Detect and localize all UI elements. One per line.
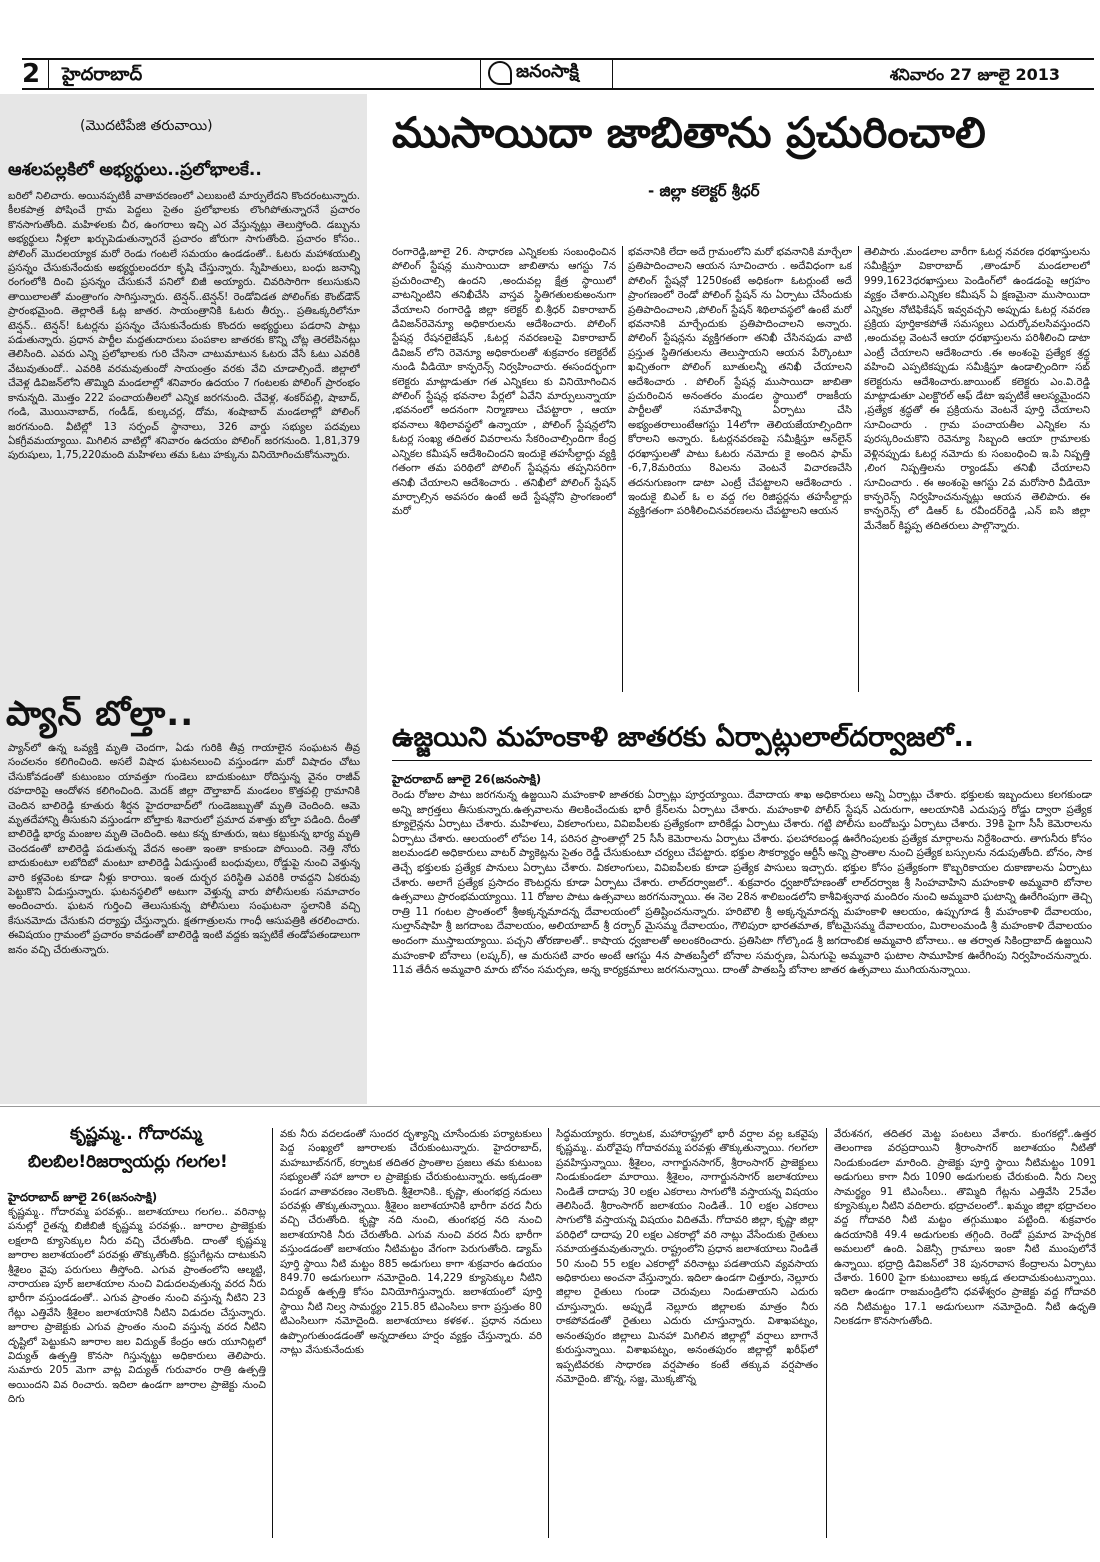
edition-city: హైదరాబాద్ [62,64,143,85]
article-column: కృష్ణమ్మ.. గోదారమ్మ పరవళ్లు.. జలాశయాలు గలగల.. వరినాట్ల పనుల్లో రైతన్న బిజీబిజీ కృష్ణమ్మ పరవళ్లు.. జూరాల ప్రాజెక్టుకు లక్షలాది క్యూసెక్కుల నీరు వచ్చి చేరుతోంది. దాంతో కృష్ణమ్మ జూరాల జలాశయంలో పరవళ్లు తొక్కుతోంది. క్రస్టుగేట్లను దాటుకుని శ్రీశైలం వైపు పరుగులు తీస్తోంది. ఎగువ ప్రాంతంలోని ఆల్మట్టి, నారాయణ పూర్ జలాశయాల నుంచి విడుదలవుతున్న వరద నీరు భారీగా వస్తుండడంతో.. ఎగువ ప్రాంతం నుంచి వస్తున్న నీటిని 23 గేట్లు ఎత్తివేసి శ్రీశైలం జలాశయానికి నీటిని విడుదల చేస్తున్నారు. జూరాల ప్రాజెక్టుకు ఎగువ ప్రాంతం నుంచి వస్తున్న వరద నీటిని దృష్టిలో పెట్టుకుని జూరాల జల విద్యుత్ కేంద్రం ఆరు యూనిట్లలో విద్యుత్ ఉత్పత్తి కొనసా గిస్తున్నట్టు అధికారులు తెలిపారు. సుమారు 205 మెగా వాట్ల విద్యుత్ గురువారం రాత్రి ఉత్పత్తి అయిందని వివ రించారు. ఇదిలా ఉండగా జూరాల ప్రాజెక్టు నుంచి దిగు [8,1207,266,1406]
headline-rule [392,760,1092,761]
article-column: భవనానికి లేదా అదే గ్రామంలోని మరో భవనానికి మార్చేలా ప్రతిపాదించాలని ఆయన సూచించారు . అదేవిధంగా ఒక పోలింగ్ స్టేషన్లో 1250కంటే అధికంగా ఓటర్లుంటే అదే ప్రాంగణంలో రెండో పోలింగ్ స్టేషన్ ను ఏర్పాటు చేసేందుకు ప్రతిపాదించాలని ,పోలింగ్ స్టేషన్ శిథిలావస్థలో ఉంటే మరో భవనానికి మార్చేందుకు ప్రతిపాదించాలని అన్నారు. పోలింగ్ స్టేషన్లను వ్యక్తిగతంగా తనిఖీ చేసినపుడు వాటి ప్రస్తుత స్థితిగతులను తెలుస్తాయని ఆయన పేర్కొంటూ ఖచ్చితంగా పోలింగ్ బూతులన్నీ తనిఖీ చేయాలని ఆదేశించారు . పోలింగ్ స్టేషన్ల ముసాయిదా జాబితా ప్రచురించిన అనంతరం మండల స్థాయిలో రాజకీయ పార్టీలతో సమావేశాన్ని ఏర్పాటు చేసి అభ్యంతరాలుంటేఆగస్టు 14లోగా తెలియజేయాల్సిందిగా కోరాలని అన్నారు. ఓటర్లనవరణపై సమీక్షిస్తూ ఆన్‌లైన్ ధరఖాస్తులతో పాటు ఓటరు నమోదు కై అందిన ఫామ్ -6,7,8మరియు 8ఎలను వెంటనే విచారణచేసి తదనుగుణంగా డాటా ఎంట్రీ చేపట్టాలని ఆదేశించారు . ఇందుకై బిఎల్ ఓ ల వద్ద గల రిజిస్టర్లను తహసీల్దార్లు వ్యక్తిగతంగా పరిశీలించినవరణలను చేపట్టాలని ఆయన [628,247,852,518]
article-column: వేరుశనగ, తదితర మెట్ట పంటలు వేశారు. కుంగకల్లో..ఉత్తర తెలంగాణ వరప్రదాయిని శ్రీరాంసాగర్ జలాశయం నీటితో నిండుకుండలా మారింది. ప్రాజెక్టు పూర్తి స్థాయి నీటిమట్టం 1091 అడుగులు కాగా నీరు 1090 అడుగులకు చేరుకుంది. నీరు నిల్వ సామర్థ్యం 91 టిఎంసీలు.. తొమ్మిది గేట్లను ఎత్తివేసి 25వేల క్యూసెక్కుల నీటిని వదిలారు. భద్రాచలంలో.. ఖమ్మం జిల్లా భద్రాచలం వద్ద గోదావరి నీటి మట్టం తగ్గుముఖం పట్టింది. శుక్రవారం ఉదయానికి 49.4 అడుగులకు తగ్గింది. రెండో ప్రమాద హెచ్చరిక అమలులో ఉంది. ఏజెన్సీ గ్రామాలు ఇంకా నీటి ముంపులోనే ఉన్నాయి. భద్రాద్రి డివిజన్‌లో 38 పునరావాస కేంద్రాలను ఏర్పాటు చేశారు. 1600 పైగా కుటుంబాలు అక్కడ తలదాచుకుంటున్నాయి. ఇదిలా ఉండగా రాజమండ్రిలోని ధవళేశ్వరం ప్రాజెక్టు వద్ద గోదావరి నది నీటిమట్టం 17.1 అడుగులుగా నమోదైంది. నీటి ఉధృతి నిలకడగా కొనసాగుతోంది. [834,1129,1096,1328]
dateline: హైదరాబాద్ జూలై 26(జనంసాక్షి) [8,1190,158,1204]
article-column: తెలిపారు .మండలాల వారీగా ఓటర్ల నవరణ ధరఖాస్తులను సమీక్షిస్తూ వికారాబాద్ ,తాండూర్ మండలాలలో 999,1623ధరఖాస్తులు పెండింగ్‌లో ఉండడంపై ఆగ్రహం వ్యక్తం చేశారు.ఎన్నికల కమీషన్ ఏ క్షణమైనా ముసాయిదా ఎన్నికల నోటిఫికేషన్ ఇవ్వవచ్చని అప్పుడు ఓటర్ల నవరణ ప్రక్రియ పూర్తికాకపోతే సమస్యలు ఎదుర్కోవలసివస్తుందని ,అందువల్ల వెంటనే ఆయా ధరఖాస్తులను పరిశీలించి డాటా ఎంట్రీ చేయాలని ఆదేశించారు .ఈ అంశంపై ప్రత్యేక శ్రద్ధ వహించి ఎప్పటికప్పుడు సమీక్షిస్తూ ఉండాల్సిందిగా సబ్ కలెక్టరును ఆదేశించారు.జాయింట్ కలెక్టరు ఎం.వి.రెడ్డి మాట్లాడుతూ ఎలక్టొరల్ ఆఫ్ డేటా ఇప్పటికే ఆలస్యమైందని ,ప్రత్యేక శ్రద్ధతో ఈ ప్రక్రియను వెంటనే పూర్తి చేయాలని సూచించారు . గ్రామ పంచాయతీల ఎన్నికల ను పురస్కరించుకొని రెవెన్యూ సిబ్బంది ఆయా గ్రామాలకు వెళ్లినప్పుడు ఓటర్ల నమోదు కు సంబంధించి ఇ.పి నిష్పత్తి ,లింగ నిష్పత్తిలను ర్యాండమ్ తనిఖీ చేయాలని సూచించారు . ఈ అంశంపై ఆగస్టు 2వ మరోసారి వీడియో కాన్ఫరెన్స్ నిర్వహించనున్నట్లు ఆయన తెలిపారు. ఈ కాన్ఫరెన్స్ లో డిఆర్ ఓ రవీందర్‌రెడ్డి ,ఎన్ ఐసి జిల్లా మేనేజర్ కిష్టప్ప తదితరులు పాల్గొన్నారు. [864,247,1090,532]
page-number: 2 [22,59,41,89]
article-headline: కృష్ణమ్మ.. గోదారమ్మ [70,1124,202,1144]
byline: - జిల్లా కలెక్టర్ శ్రీధర్ [648,182,760,200]
dateline: హైదరాబాద్ జూలై 26(జనంసాక్షి) [392,772,542,786]
column-rule [622,246,623,692]
crest-icon [488,61,512,85]
masthead-divider [480,60,481,88]
article-headline: ఉజ్జయిని మహంకాళి జాతరకు ఏర్పాట్లులాల్‌దర్వాజలో.. [392,722,974,753]
article-column: వకు నీరు వదలడంతో సుందర దృశ్యాన్ని చూసేందుకు పర్యాటకులు పెద్ద సంఖ్యలో జూరాలకు చేరుకుంటున్నారు. హైదరాబాద్, మహబూబ్‌నగర్, కర్నాటక తదితర ప్రాంతాల ప్రజలు తమ కుటుంబ సభ్యులతో సహా జూరా ల ప్రాజెక్టుకు చేరుకుంటున్నారు. అక్కడంతా పండగ వాతావరణం నెలకొంది. శ్రీశైలానికి.. కృష్ణా, తుంగభద్ర నదులు పరవళ్లు తొక్కుతున్నాయి. శ్రీశైలం జలాశయానికి భారీగా వరద నీరు వచ్చి చేరుతోంది. కృష్ణా నది నుంచి, తుంగభద్ర నది నుంచి జలాశయానికి నీరు చేరుతోంది. ఎగువ నుంచి వరద నీరు భారీగా వస్తుండడంతో జలాశయం నీటిమట్టం వేగంగా పెరుగుతోంది. డ్యామ్ పూర్తి స్థాయి నీటి మట్టం 885 అడుగులు కాగా శుక్రవారం ఉదయం 849.70 అడుగులుగా నమోదైంది. 14,229 క్యూసెక్కుల నీటిని విద్యుత్ ఉత్పత్తి కోసం వినియోగిస్తున్నారు. జలాశయంలో పూర్తి స్థాయి నీటి నిల్వ సామర్థ్యం 215.85 టిఎంసిలు కాగా ప్రస్తుతం 80 టిఎంసిలుగా నమోదైంది. జలాశయాలు కళకళ.. ప్రధాన నదులు ఉప్పొంగుతుండడంతో అన్నదాతలు హర్షం వ్యక్తం చేస్తున్నారు. వరి నాట్లు వేసుకునేందుకు [280,1129,542,1357]
article-column: రంగారెడ్డి,జూలై 26. సాధారణ ఎన్నికలకు సంబంధించిన పోలింగ్ స్టేషన్ల ముసాయిదా జాబితాను ఆగస్టు 7న ప్రచురించాల్సి ఉందని ,అందువల్ల క్షేత్ర స్థాయిలో వాటన్నింటిని తనిఖీచేసి వాస్తవ స్థితిగతులకుఅంనుగా వేయాలని రంగారెడ్డి జిల్లా కలెక్టర్ బి.శ్రీధర్ వికారాబాద్ డివిజన్‌రెవెన్యూ అధికారులను ఆదేశించారు. పోలింగ్ స్టేషన్ల రేషనలైజేషన్ ,ఓటర్ల నవరణలపై వికారాబాద్ డివిజన్ లోని రెవెన్యూ అధికారులతో శుక్రవారం కలెక్టరేట్ నుండి వీడియో కాన్ఫరెన్స్ నిర్వహించారు. ఈసందర్భంగా కలెక్టరు మాట్లాడుతూ గత ఎన్నికలు కు వినియోగించిన పోలింగ్ స్టేషన్ల భవనాల పేర్లలో ఏవేని మార్పులున్నాయా ,భవనంలో అదనంగా నిర్మాణాలు చేపట్టారా , ఆయా భవనాలు శిథిలావస్థలో ఉన్నాయా , పోలింగ్ స్టేషన్లలోని ఓటర్ల సంఖ్య తదితర వివరాలను సేకరించాల్సిందిగా కేంద్ర ఎన్నికల కమీషన్ ఆదేశించిందని ఇందుకై తహసీల్దార్లు వ్యక్తి గతంగా తమ పరిథిలో పోలింగ్ స్టేషన్లను తప్పనిసరిగా తనిఖీ చేయాలని ఆదేశించారు . తనిఖీలో పోలింగ్ స్టేషన్ మార్చాల్సిన అవసరం ఉంటే అదే స్టేషన్లోని ప్రాంగణంలో మరో [392,247,616,518]
section-rule [0,1106,1100,1107]
article-headline: ప్యాన్ బోల్తా.. [6,694,195,734]
continued-label: (మొదటిపేజి తరువాయి) [80,118,213,134]
column-rule [272,1128,273,1538]
newspaper-logo [488,56,608,90]
article-column: సిద్ధమయ్యారు. కర్నాటక, మహారాష్ట్రలో భారీ వర్షాల వల్ల ఒకవైపు కృష్ణమ్మ.. మరోవైపు గోదావరమ్మ పరవళ్లు తొక్కుతున్నాయి. గలగలా ప్రవహిస్తున్నాయి. శ్రీశైలం, నాగార్జునసాగర్, శ్రీరాంసాగర్ ప్రాజెక్టులు నిండుకుండలా మారాయి. శ్రీశైలం, నాగార్జునసాగర్ జలాశయాలు నిండితే దాదాపు 30 లక్షల ఎకరాలు సాగులోకి వస్తాయన్న విషయం తెలిసిందే. శ్రీరాంసాగర్ జలాశయం నిండితే.. 10 లక్షల ఎకరాలు సాగులోకి వస్తాయన్న విషయం విదితమే. గోదావరి జిల్లా, కృష్ణా జిల్లా పరిధిలో దాదాపు 20 లక్షల ఎకరాల్లో వరి నాట్లు వేసేందుకు రైతులు సమాయత్తమవుతున్నారు. రాష్ట్రంలోని ప్రధాన జలాశయాలు నిండితే 50 నుంచి 55 లక్షల ఎకరాల్లో వరినాట్లు పడతాయని వ్యవసాయ అధికారులు అంచనా వేస్తున్నారు. ఇదిలా ఉండగా చిత్తూరు, నెల్లూరు జిల్లాల రైతులు గుండా చెరువులు నిండుతాయని ఎదురు చూస్తున్నారు. అప్పుడే నెల్లూరు జిల్లాలకు మాత్రం నీరు రాకపోవడంతో రైతులు ఎదురు చూస్తున్నారు. విశాఖపట్నం, అనంతపురం జిల్లాలు మినహా మిగిలిన జిల్లాల్లో వర్షాలు బాగానే కురుస్తున్నాయి. విశాఖపట్నం, అనంతపురం జిల్లాల్లో ఖరీఫ్‌లో ఇప్పటివరకు సాధారణ వర్షపాతం కంటే తక్కువ వర్షపాతం నమోదైంది. జొన్న, సజ్జ, మొక్కజొన్న [556,1129,818,1385]
column-rule [548,1128,549,1538]
article-body: ప్యాన్‌లో ఉన్న ఒవ్యక్తి మృతి చెందగా, ఏడు గురికి తీవ్ర గాయాలైన సంఘటన తీవ్ర సంచలనం కలిగించింది. అసలే విషాద ఘటనలుంచి వస్తుండగా మరో విషాదం చోటు చేసుకోవడంతో కుటుంబం యావత్తూ గుండెలు బాదుకుంటూ రోదిస్తున్న వైనం రాజీవ్ రహదారిపై ఆందోళన కలిగించింది. మెదక్ జిల్లా దౌల్తాబాద్ మండలం కొత్తపల్లి గ్రామానికి చెందిన బాలిరెడ్డి కూతురు శీర్షన హైదరాబాద్‌లో గుండెజబ్బుతో మృతి చెందింది. ఆమె మృతదేహాన్ని తీసుకుని వస్తుండగా బోల్తాకు శివారులో ప్రమాద వశాత్తు బోల్తా పడింది. దీంతో బాలిరెడ్డి భార్య మంజుల మృతి చెందింది. అటు కన్న కూతురు, ఇటు కట్టుకున్న భార్య మృతి చెందడంతో బాలిరెడ్డి పడుతున్న వేదన అంతా ఇంతా కాకుండా పోయింది. నెత్తి నోరు బాదుకుంటూ లబోదిబో మంటూ బాలిరెడ్డి ఏడుస్తుంటే బంధువులు, రోడ్డుపై నుంచి వెళ్తున్న వారి కళ్లవెంట కూడా నీళ్లు కారాయి. ఇంత దుర్భర పరిస్థితి ఎవరికి రావద్దని ఏకరువు పెట్టుకొని ఏడుస్తున్నారు. ఘటనస్థలిలో అటుగా వెళ్తున్న వారు పోలీసులకు సమాచారం అందించారు. ఘటన గుర్తించి తెలుసుకున్న పోలీసులు సంఘటనా స్థలానికి వచ్చి కేసునమోదు చేసుకుని దర్యాప్తు చేస్తున్నారు. క్షతగాత్రులను గాంధీ ఆసుపత్రికి తరలించారు. ఈవిషయం గ్రామంలో ప్రచారం కావడంతో బాలిరెడ్డి ఇంటి వద్దకు ఇప్పటికే తండోపతండాలుగా జనం వచ్చి చేరుతున్నారు. [8,743,360,956]
column-rule [858,246,859,692]
issue-date: శనివారం 27 జూలై 2013 [889,65,1060,84]
masthead-divider [48,60,49,88]
article-body: రెండు రోజుల పాటు జరగనున్న ఉజ్జయిని మహంకాళి జాతరకు ఏర్పాట్లు పూర్తయ్యాయి. దేవాదాయ శాఖ అధికారులు అన్ని ఏర్పాట్లు చేశారు. భక్తులకు ఇబ్బందులు కలగకుండా అన్ని జాగ్రత్తలు తీసుకున్నారు.ఉత్సవాలను తిలకించేందుకు భారీ క్రేన్‌లను ఏర్పాటు చేశారు. మహంకాళి పోలీస్ స్టేషన్ ఎదురుగా, ఆలయానికి ఎదుపుస్త రోడ్డు ద్వారా ప్రత్యేక క్యూలైన్లను ఏర్పాటు చేశారు. మహిళలు, వికలాంగులు, వివిఐపీలకు ప్రత్యేకంగా బారికేడ్లు ఏర్పాటు చేశారు. గట్టి పోలీసు బందోబస్తు ఏర్పాటు చేశారు. 39కి పైగా సీసీ కెమెరాలను ఏర్పాటు చేశారు. ఆలయంలో లోపల 14, పరిసర ప్రాంతాల్లో 25 సీసీ కెమెరాలను ఏర్పాటు చేశారు. ఫలహారబండ్ల ఊరేగింపులకు ప్రత్యేక మార్గాలను నిర్దేశించారు. తాగునీరు కోసం జలమండలి అధికారులు వాటర్ ప్యాకెట్లను సైతం రెడ్డీ చేసుకుంటూ చర్యలు చేపట్టారు. భక్తుల సౌకర్యార్థం ఆర్టీసీ అన్ని ప్రాంతాల నుంచి ప్రత్యేక బస్సులను నడుపుతోంది. బోనం, సాక తెచ్చే భక్తులకు ప్రత్యేక పానులు ఏర్పాటు చేశారు. వికలాంగులు, వివిఐపీలకు కూడా ప్రత్యేక పాసులు ఇచ్చారు. భక్తుల కోసం ప్రత్యేకంగా కొబ్బరికాయల దుకాణాలను ఏర్పాటు చేశారు. అలాగే ప్రత్యేక ప్రసాదం కౌంటర్లను కూడా ఏర్పాటు చేశారు. లాల్‌దర్వాజలో.. శుక్రవారం ధ్వజారోహణంతో లాల్‌దర్వాజ శ్రీ సింహవాహిని మహంకాళి అమ్మవారి బోనాల ఉత్సవాలు ప్రారంభమయ్యాయి. 11 రోజుల పాటు ఉత్సవాలు జరగనున్నాయి. ఈ నెల 28న శాలిబండలోని కాశీవిశ్వనాథ మందిరం నుంచి అమ్మవారి ఘటాన్ని ఊరేగింపుగా తెచ్చి రాత్రి 11 గంటల ప్రాంతంలో శ్రీఅక్కన్నమాదన్న దేవాలయంలో ప్రతిష్టించనున్నారు. హరిబౌలి శ్రీ అక్కన్నమాదన్న మహంకాళి ఆలయం, ఉప్పుగూడ శ్రీ మహంకాళి దేవాలయం, సుల్తాన్‌షాహి శ్రీ జగదాంబ దేవాలయం, అలియాబాద్ శ్రీ దర్బార్ మైసమ్మ దేవాలయం, గౌలిపురా భారతమాత, కోటమైసమ్మ దేవాలయం, మిరాలంమండి శ్రీ మహంకాళి దేవాలయం అందంగా ముస్తాబయ్యాయి. పచ్చని తోరణాలతో.. కాషాయ ధ్వజాలతో అలంకరించారు. ప్రతిసిటా గోల్కొండ శ్రీ జగదాంబిక అమ్మవారి బోనాలు.. ఆ తర్వాత సికింద్రాబాద్ ఉజ్జయిని మహంకాళి బోనాలు (లష్కర్), ఆ మరుసటి వారం అంటే ఆగస్టు 4న పాతబస్తీలో బోనాల సమర్పణ, ఏనుగుపై అమ్మవారి ఘటాల సామూహిక ఊరేగింపు నిర్వహించనున్నారు. 11వ తేదీన అమ్మవారి మారు బోనం సమర్పణ, అన్న కార్యక్రమాలు జరగనున్నాయి. దాంతో పాతబస్తీ బోనాల జాతర ఉత్సవాలు ముగియనున్నాయి. [392,789,1092,977]
masthead-divider [612,60,613,88]
column-rule [826,1128,827,1538]
logo-text: జనంసాక్షి [516,60,579,82]
article-headline: ఆశలపల్లకిలో అభ్యర్థులు..ప్రలోభాలకే.. [8,160,262,180]
article-body: బరిలో నిలిచారు. అయినప్పటికీ వాతావరణంలో ఎలుబంటి మార్పులేదని కొందరంటున్నారు. కీలకపాత్ర పోషించే గ్రామ పెద్దలు సైతం ప్రలోభాలకు లొంగిపోతున్నారనే ప్రచారం కొనసాగుతోంది. మహిళలకు చీర, ఉంగరాలు ఇచ్చి ఎర వేస్తున్నట్లు తెలుస్తోంది. డబ్బును అభ్యర్థులు నీళ్లలా ఖర్చుపెడుతున్నారనే ప్రచారం జోరుగా సాగుతోంది. ప్రచారం కోసం.. పోలింగ్ మొదలయ్యాక మరో రెండు గంటలే సమయం ఉండడంతో.. ఓటరు మహాశయుల్ని ప్రసన్నం చేసుకునేందుకు అభ్యర్థులందరూ కృషి చేస్తున్నారు. స్నేహితులు, బంధు జనాన్ని రంగంలోకి దించి ప్రసన్నం చేసుకునే పనిలో బిజీ అయ్యారు. చివరిసారిగా కలుసుకుని తాయిలాలతో మంత్రాంగం సాగిస్తున్నారు. టెన్షన్..టెన్షన్! రెండోవిడత పోలింగ్‌కు కౌంట్‌డౌన్ ప్రారంభమైంది. తెల్లారితే ఓట్ల జాతర. సాయంత్రానికి ఓటరు తీర్పు.. ప్రతిఒక్కరిలోనూ టెన్షన్.. టెన్షన్! ఓటర్లను ప్రసన్నం చేసుకునేందుకు కొందరు అభ్యర్థులు పడరాని పాట్లు పడుతున్నారు. ప్రధాన పార్టీల మద్దతుదారులు పంపకాల జాతరకు కొన్ని చోట్ల తెరలేపినట్లు తెలిసింది. ఎవరు ఎన్ని ప్రలోభాలకు గురి చేసినా చాటుమాటున ఓటరు వేసే ఓటు ఎవరికి వేటువుతుందో.. ఎవరికి వరమవుతుందో సాయంత్రం వరకు వేచి చూడాల్సిందే. జిల్లాలో చేవెళ్ల డివిజన్‌లోని తొమ్మిది మండలాల్లో శనివారం ఉదయం 7 గంటలకు పోలింగ్ ప్రారంభం కానున్నది. మొత్తం 222 పంచాయతీలలో ఎన్నిక జరగనుంది. చేవెళ్ల, శంకర్‌పల్లి, షాబాద్, గండి, మొయినాబాద్, గండీడ్, కుల్కచర్ల, దోమ, శంషాబాద్ మండలాల్లో పోలింగ్ జరగనుంది. వీటిల్లో 13 సర్పంచ్ స్థానాలు, 326 వార్డు సభ్యుల పదవులు ఏకగ్రీవమయ్యాయి. మిగిలిన వాటిల్లో శనివారం ఉదయం పోలింగ్ జరగనుంది. 1,81,379 పురుషులు, 1,75,220మంది మహిళలు తమ ఓటు హక్కును వినియోగించుకోనున్నారు. [8,191,360,462]
main-headline: ముసాయిదా జాబితాను ప్రచురించాలి [392,108,986,157]
article-subheadline: బిలబిల!రిజర్వాయర్లు గలగల! [28,1152,228,1172]
